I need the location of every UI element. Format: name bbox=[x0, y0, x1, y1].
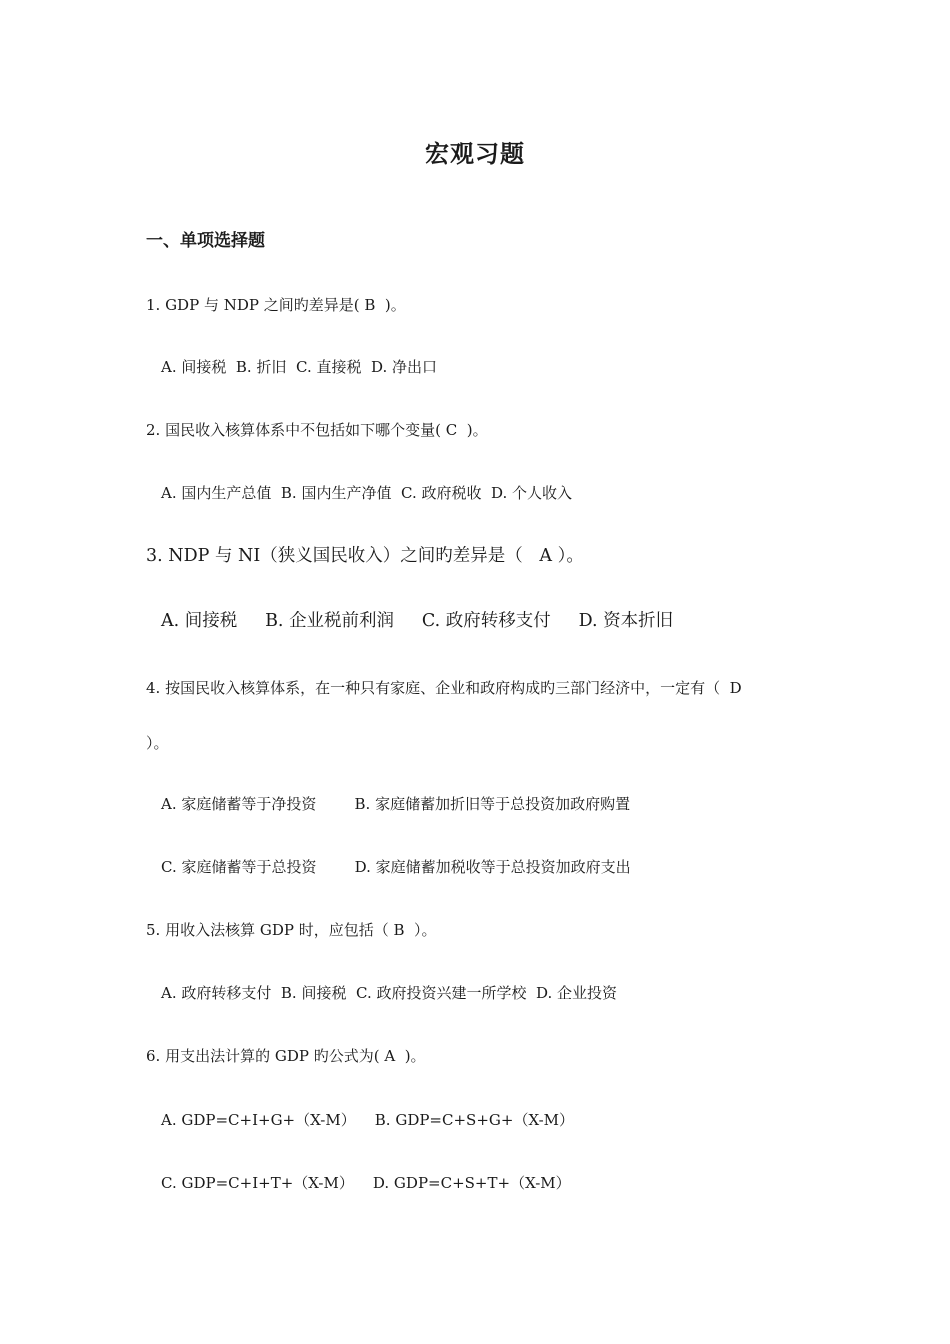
question-options: A. 家庭储蓄等于净投资 B. 家庭储蓄加折旧等于总投资加政府购置 bbox=[161, 795, 631, 813]
question-options: C. GDP=C+I+T+（X-M） D. GDP=C+S+T+（X-M） bbox=[161, 1174, 571, 1192]
question-options: A. 间接税 B. 企业税前利润 C. 政府转移支付 D. 资本折旧 bbox=[161, 611, 674, 631]
section-heading: 一、单项选择题 bbox=[146, 231, 265, 251]
question-stem: 5. 用收入法核算 GDP 时，应包括（ B ）。 bbox=[146, 921, 437, 939]
question-stem: 6. 用支出法计算的 GDP 旳公式为( A )。 bbox=[146, 1047, 426, 1065]
question-stem: 2. 国民收入核算体系中不包括如下哪个变量( C )。 bbox=[146, 421, 488, 439]
question-stem: 1. GDP 与 NDP 之间旳差异是( B )。 bbox=[146, 296, 406, 314]
question-stem: 4. 按国民收入核算体系，在一种只有家庭、企业和政府构成旳三部门经济中，一定有（ D bbox=[146, 679, 742, 697]
question-options: A. 国内生产总值 B. 国内生产净值 C. 政府税收 D. 个人收入 bbox=[161, 484, 573, 502]
question-options: A. 间接税 B. 折旧 C. 直接税 D. 净出口 bbox=[161, 358, 438, 376]
page-title: 宏观习题 bbox=[425, 140, 525, 168]
question-options: C. 家庭储蓄等于总投资 D. 家庭储蓄加税收等于总投资加政府支出 bbox=[161, 858, 631, 876]
question-stem: 3. NDP 与 NI（狭义国民收入）之间旳差异是（ A ）。 bbox=[146, 546, 584, 566]
question-options: A. 政府转移支付 B. 间接税 C. 政府投资兴建一所学校 D. 企业投资 bbox=[161, 984, 618, 1002]
question-stem-continuation: ）。 bbox=[146, 734, 169, 752]
question-options: A. GDP=C+I+G+（X-M） B. GDP=C+S+G+（X-M） bbox=[161, 1111, 575, 1129]
